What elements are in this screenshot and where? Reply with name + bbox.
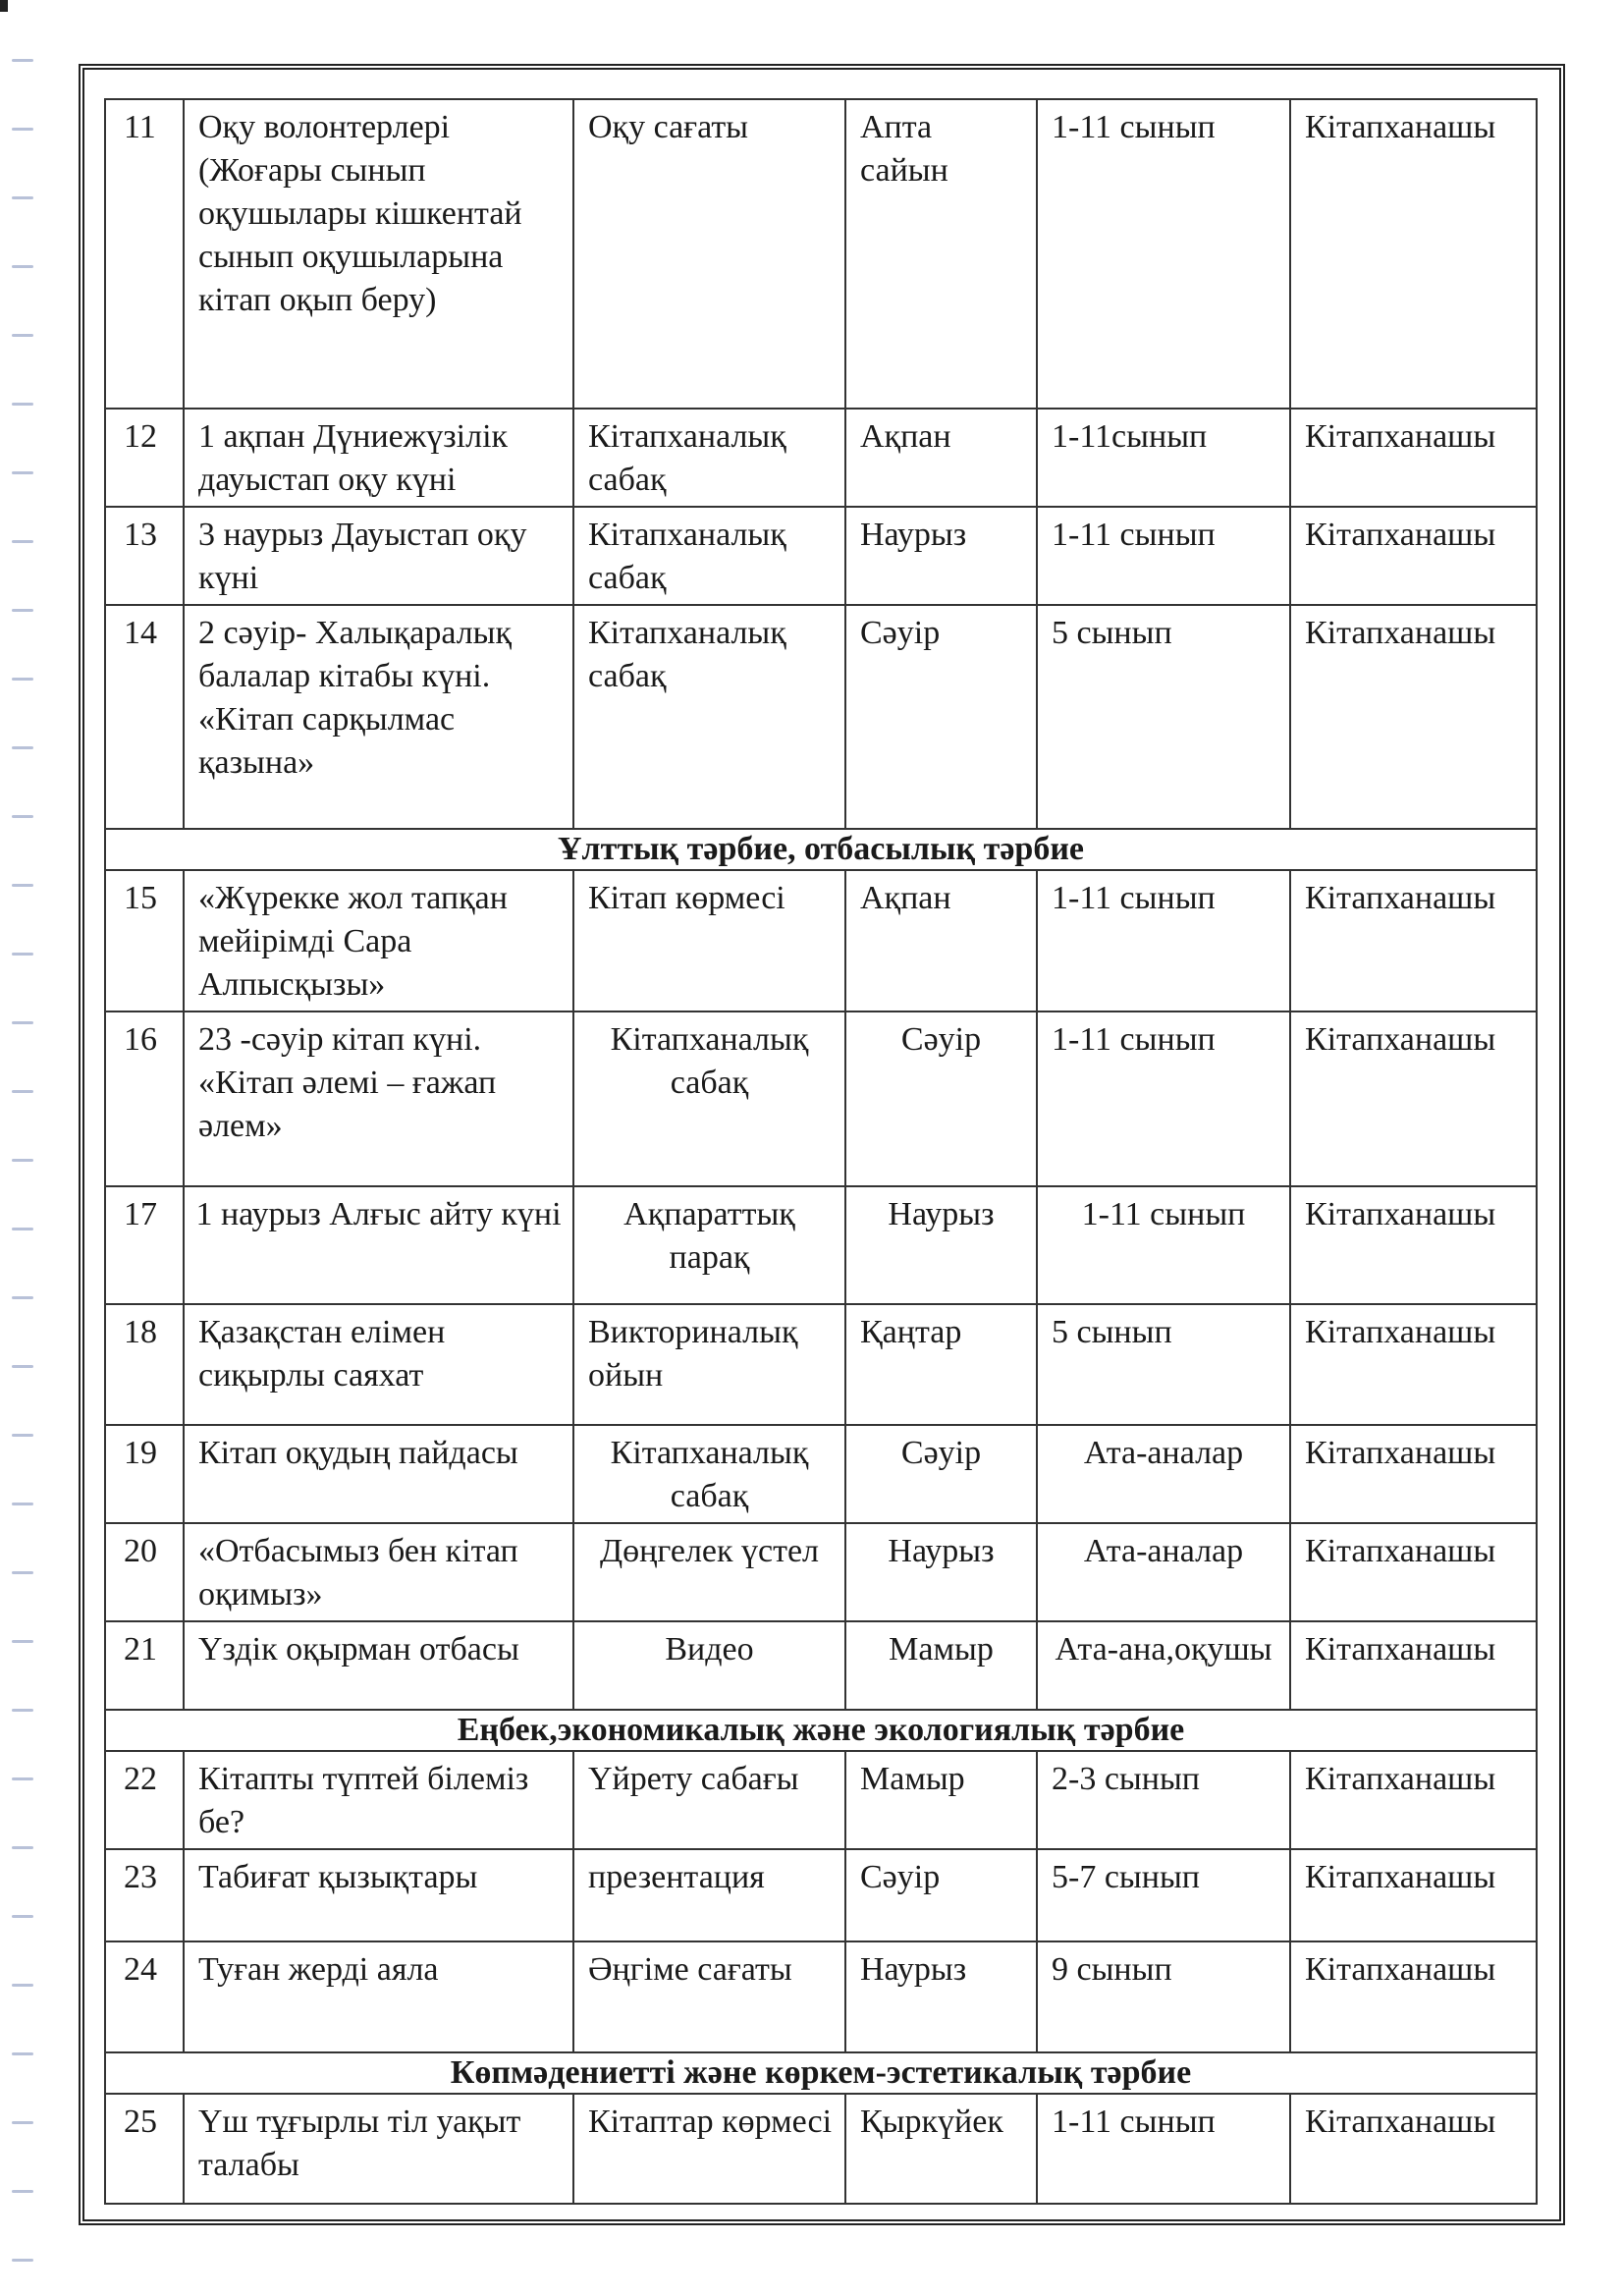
section-heading: Ұлттық тәрбие, отбасылық тәрбие (105, 829, 1537, 870)
event-form-cell: Дөңгелек үстел (573, 1523, 845, 1621)
responsible-cell: Кітапханашы (1290, 1425, 1537, 1523)
audience-cell: 1-11 сынып (1037, 1011, 1290, 1186)
table-row (105, 99, 1537, 409)
row-number-cell: 25 (105, 2094, 184, 2204)
event-date-cell: Сәуір (845, 1011, 1037, 1186)
row-number-cell: 21 (105, 1621, 184, 1710)
responsible-cell: Кітапханашы (1290, 1304, 1537, 1425)
scan-corner-mark (0, 0, 8, 12)
event-date-cell: Наурыз (845, 1523, 1037, 1621)
responsible-cell: Кітапханашы (1290, 1011, 1537, 1186)
event-name-cell: 1 наурыз Алғыс айту күні (184, 1186, 573, 1304)
table-row (105, 1621, 1537, 1710)
responsible-cell: Кітапханашы (1290, 605, 1537, 829)
section-heading: Еңбек,экономикалық және экологиялық тәрбие (105, 1710, 1537, 1751)
event-name-cell: Кітап оқудың пайдасы (184, 1425, 573, 1523)
event-form-cell: презентация (573, 1849, 845, 1941)
row-number-cell: 13 (105, 507, 184, 605)
event-name-cell: Оқу волонтерлері (Жоғары сынып оқушылары кішкентай сынып оқушыларына кітап оқып беру) (184, 99, 573, 409)
event-form-cell: Видео (573, 1621, 845, 1710)
row-number-cell: 16 (105, 1011, 184, 1186)
responsible-cell: Кітапханашы (1290, 1849, 1537, 1941)
row-number-cell: 19 (105, 1425, 184, 1523)
section-heading-row (105, 1710, 1537, 1751)
table-row (105, 605, 1537, 829)
row-number-cell: 11 (105, 99, 184, 409)
event-form-cell: Кітапханалық сабақ (573, 1425, 845, 1523)
audience-cell: Ата-ана,оқушы (1037, 1621, 1290, 1710)
audience-cell: 2-3 сынып (1037, 1751, 1290, 1849)
responsible-cell: Кітапханашы (1290, 1523, 1537, 1621)
table-row (105, 1186, 1537, 1304)
row-number-cell: 18 (105, 1304, 184, 1425)
row-number-cell: 20 (105, 1523, 184, 1621)
event-date-cell: Сәуір (845, 605, 1037, 829)
audience-cell: Ата-аналар (1037, 1523, 1290, 1621)
event-form-cell: Үйрету сабағы (573, 1751, 845, 1849)
responsible-cell: Кітапханашы (1290, 99, 1537, 409)
event-name-cell: Қазақстан елімен сиқырлы саяхат (184, 1304, 573, 1425)
audience-cell: 1-11 сынып (1037, 870, 1290, 1011)
event-name-cell: Үздік оқырман отбасы (184, 1621, 573, 1710)
event-date-cell: Наурыз (845, 507, 1037, 605)
event-date-cell: Наурыз (845, 1941, 1037, 2052)
responsible-cell: Кітапханашы (1290, 2094, 1537, 2204)
event-name-cell: Табиғат қызықтары (184, 1849, 573, 1941)
event-date-cell: Мамыр (845, 1621, 1037, 1710)
table-row (105, 409, 1537, 507)
event-name-cell: 1 ақпан Дүниежүзілік дауыстап оқу күні (184, 409, 573, 507)
event-name-cell: Кітапты түптей білеміз бе? (184, 1751, 573, 1849)
responsible-cell: Кітапханашы (1290, 1751, 1537, 1849)
event-form-cell: Викториналық ойын (573, 1304, 845, 1425)
section-heading: Көпмәдениетті және көркем-эстетикалық тәрбие (105, 2052, 1537, 2094)
row-number-cell: 24 (105, 1941, 184, 2052)
event-form-cell: Оқу сағаты (573, 99, 845, 409)
audience-cell: 9 сынып (1037, 1941, 1290, 2052)
binder-holes (0, 0, 49, 2296)
table-row (105, 870, 1537, 1011)
responsible-cell: Кітапханашы (1290, 507, 1537, 605)
audience-cell: 1-11 сынып (1037, 1186, 1290, 1304)
events-table (104, 98, 1538, 2205)
table-row (105, 1304, 1537, 1425)
audience-cell: 1-11 сынып (1037, 507, 1290, 605)
audience-cell: 5 сынып (1037, 605, 1290, 829)
audience-cell: 5-7 сынып (1037, 1849, 1290, 1941)
responsible-cell: Кітапханашы (1290, 1941, 1537, 2052)
row-number-cell: 22 (105, 1751, 184, 1849)
table-row (105, 2094, 1537, 2204)
event-date-cell: Мамыр (845, 1751, 1037, 1849)
responsible-cell: Кітапханашы (1290, 1186, 1537, 1304)
event-form-cell: Кітап көрмесі (573, 870, 845, 1011)
event-form-cell: Кітапханалық сабақ (573, 1011, 845, 1186)
event-form-cell: Ақпараттық парақ (573, 1186, 845, 1304)
event-form-cell: Кітапханалық сабақ (573, 409, 845, 507)
event-date-cell: Апта сайын (845, 99, 1037, 409)
event-form-cell: Әңгіме сағаты (573, 1941, 845, 2052)
row-number-cell: 23 (105, 1849, 184, 1941)
row-number-cell: 14 (105, 605, 184, 829)
table-row (105, 1941, 1537, 2052)
event-name-cell: 3 наурыз Дауыстап оқу күні (184, 507, 573, 605)
table-row (105, 1523, 1537, 1621)
event-date-cell: Наурыз (845, 1186, 1037, 1304)
audience-cell: 1-11 сынып (1037, 2094, 1290, 2204)
event-date-cell: Ақпан (845, 409, 1037, 507)
event-name-cell: «Жүрекке жол тапқан мейірімді Сара Алпысқызы» (184, 870, 573, 1011)
event-name-cell: 2 сәуір- Халықаралық балалар кітабы күні. «Кітап сарқылмас қазына» (184, 605, 573, 829)
table-row (105, 507, 1537, 605)
event-date-cell: Қыркүйек (845, 2094, 1037, 2204)
event-name-cell: Үш тұғырлы тіл уақыт талабы (184, 2094, 573, 2204)
row-number-cell: 15 (105, 870, 184, 1011)
section-heading-row (105, 2052, 1537, 2094)
section-heading-row (105, 829, 1537, 870)
responsible-cell: Кітапханашы (1290, 1621, 1537, 1710)
event-date-cell: Ақпан (845, 870, 1037, 1011)
event-date-cell: Сәуір (845, 1425, 1037, 1523)
responsible-cell: Кітапханашы (1290, 870, 1537, 1011)
event-form-cell: Кітапханалық сабақ (573, 507, 845, 605)
table-row (105, 1849, 1537, 1941)
event-name-cell: 23 -сәуір кітап күні. «Кітап әлемі – ғажап әлем» (184, 1011, 573, 1186)
audience-cell: 1-11сынып (1037, 409, 1290, 507)
audience-cell: 5 сынып (1037, 1304, 1290, 1425)
row-number-cell: 12 (105, 409, 184, 507)
row-number-cell: 17 (105, 1186, 184, 1304)
event-date-cell: Сәуір (845, 1849, 1037, 1941)
audience-cell: 1-11 сынып (1037, 99, 1290, 409)
event-form-cell: Кітапханалық сабақ (573, 605, 845, 829)
event-name-cell: Туған жерді аяла (184, 1941, 573, 2052)
event-form-cell: Кітаптар көрмесі (573, 2094, 845, 2204)
table-row (105, 1751, 1537, 1849)
table-row (105, 1011, 1537, 1186)
audience-cell: Ата-аналар (1037, 1425, 1290, 1523)
event-name-cell: «Отбасымыз бен кітап оқимыз» (184, 1523, 573, 1621)
event-date-cell: Қаңтар (845, 1304, 1037, 1425)
responsible-cell: Кітапханашы (1290, 409, 1537, 507)
table-row (105, 1425, 1537, 1523)
